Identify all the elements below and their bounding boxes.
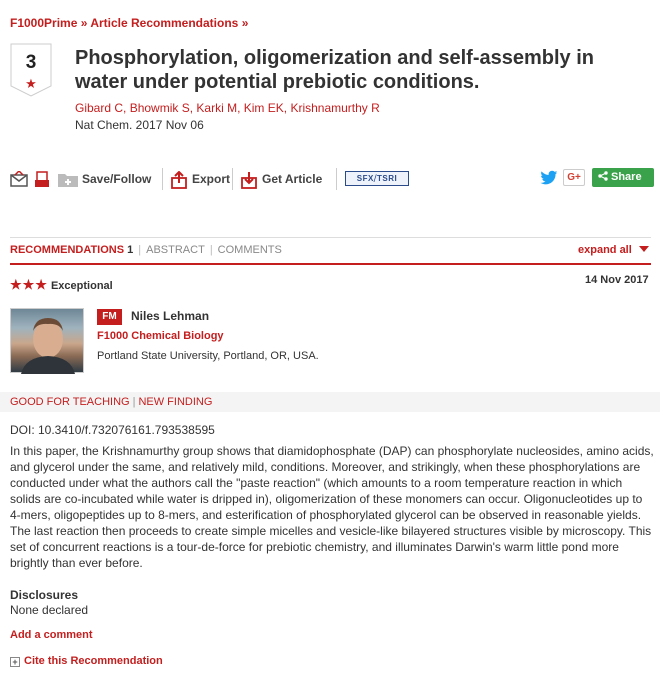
share-icon <box>598 171 608 181</box>
article-title: Phosphorylation, oligomerization and self-assembly in water under potential prebiotic conditions. <box>75 47 594 93</box>
tab-comments[interactable]: COMMENTS <box>217 244 282 256</box>
author-link[interactable]: Karki M <box>196 101 238 115</box>
rating-stars-icon: ★★★ <box>10 277 48 292</box>
tabs-underline <box>10 263 651 265</box>
breadcrumb-separator: » <box>80 16 88 30</box>
faculty-member-badge: FM <box>97 309 122 325</box>
folder-icon[interactable] <box>57 171 79 188</box>
tab-abstract[interactable]: ABSTRACT <box>146 244 205 256</box>
google-plus-button[interactable]: G+ <box>563 169 585 186</box>
breadcrumb <box>10 16 248 30</box>
breadcrumb-article-recommendations[interactable]: Article Recommendations <box>90 16 239 30</box>
author-link[interactable]: Bhowmik S <box>129 101 190 115</box>
reviewer-avatar[interactable] <box>10 308 84 373</box>
disclosures-value: None declared <box>10 603 89 617</box>
author-link[interactable]: Kim EK <box>243 101 284 115</box>
classification-tags: GOOD FOR TEACHING | NEW FINDING <box>10 396 213 408</box>
cite-label: Cite this Recommendation <box>24 655 163 667</box>
doi: DOI: 10.3410/f.732076161.793538595 <box>10 423 215 437</box>
tag-new-finding[interactable]: NEW FINDING <box>138 396 213 408</box>
score-value: 3 <box>25 52 37 73</box>
share-label: Share <box>611 171 642 183</box>
twitter-icon[interactable] <box>540 170 558 186</box>
rating <box>10 277 113 293</box>
section-divider <box>10 237 651 238</box>
recommendations-count: 1 <box>127 244 134 256</box>
author-list: Gibard C, Bhowmik S, Karki M, Kim EK, Krishnamurthy R <box>75 101 380 115</box>
expand-all-label: expand all <box>578 244 632 256</box>
reviewer-affiliation: Portland State University, Portland, OR, USA. <box>97 350 319 362</box>
article-toolbar <box>10 168 660 190</box>
reviewer-name[interactable]: Niles Lehman <box>131 309 210 323</box>
score-badge <box>10 43 52 97</box>
author-link[interactable]: Krishnamurthy R <box>290 101 380 115</box>
save-follow-button[interactable]: Save/Follow <box>82 172 152 186</box>
plus-icon: + <box>10 657 20 667</box>
breadcrumb-f1000prime[interactable]: F1000Prime <box>10 16 78 30</box>
cite-recommendation-button[interactable] <box>10 655 163 667</box>
chevron-down-icon <box>639 246 649 253</box>
get-article-button[interactable]: Get Article <box>262 172 323 186</box>
tag-good-for-teaching[interactable]: GOOD FOR TEACHING <box>10 396 130 408</box>
add-comment-link[interactable]: Add a comment <box>10 629 93 641</box>
get-article-icon[interactable] <box>240 171 258 189</box>
breadcrumb-separator: » <box>241 16 249 30</box>
email-icon[interactable] <box>10 171 28 187</box>
journal-citation: Nat Chem. 2017 Nov 06 <box>75 118 204 132</box>
disclosures-heading: Disclosures <box>10 588 79 602</box>
share-button[interactable] <box>592 168 654 187</box>
recommendation-text: In this paper, the Krishnamurthy group shows that diamidophosphate (DAP) can phosphorylate nucleosides, amino acids, and glycerol under the same, and relatively mild, conditions. Moreover, and strikingly, when these phosphorylations are conducted under what the authors call the "paste reaction" (which amounts to a room temperature reaction in which solids are co-incubated while water is dripped in), oligomerization of these monomers can occur. Oligonucleotides up to 4-mers, oligopeptides up to 8-mers, and esterification of phosphorylated glycerol can be observed in reasonable yields. The last reaction then proceeds to create simple micelles and vesicle-like bilayered structures visible by microscopy. This set of concurrent reactions is a tour-de-force for prebiotic chemistry, and illuminates Darwin's warm little pond more brightly than ever before. <box>10 444 654 570</box>
score-star-icon: ★ <box>25 76 37 91</box>
tab-recommendations[interactable]: RECOMMENDATIONS 1 <box>10 244 134 256</box>
rating-label: Exceptional <box>50 280 113 292</box>
reviewer-faculty[interactable]: F1000 Chemical Biology <box>97 330 224 342</box>
sfx-tsri-logo[interactable]: SFX⧸TSRI <box>345 171 409 186</box>
expand-all-button[interactable] <box>578 244 649 256</box>
export-icon[interactable] <box>170 171 188 189</box>
recommendation-tabs: RECOMMENDATIONS 1 | ABSTRACT | COMMENTS <box>10 244 282 256</box>
author-link[interactable]: Gibard C <box>75 101 124 115</box>
pdf-icon[interactable] <box>34 171 50 188</box>
recommendation-date: 14 Nov 2017 <box>585 274 649 286</box>
export-button[interactable]: Export <box>192 172 231 186</box>
